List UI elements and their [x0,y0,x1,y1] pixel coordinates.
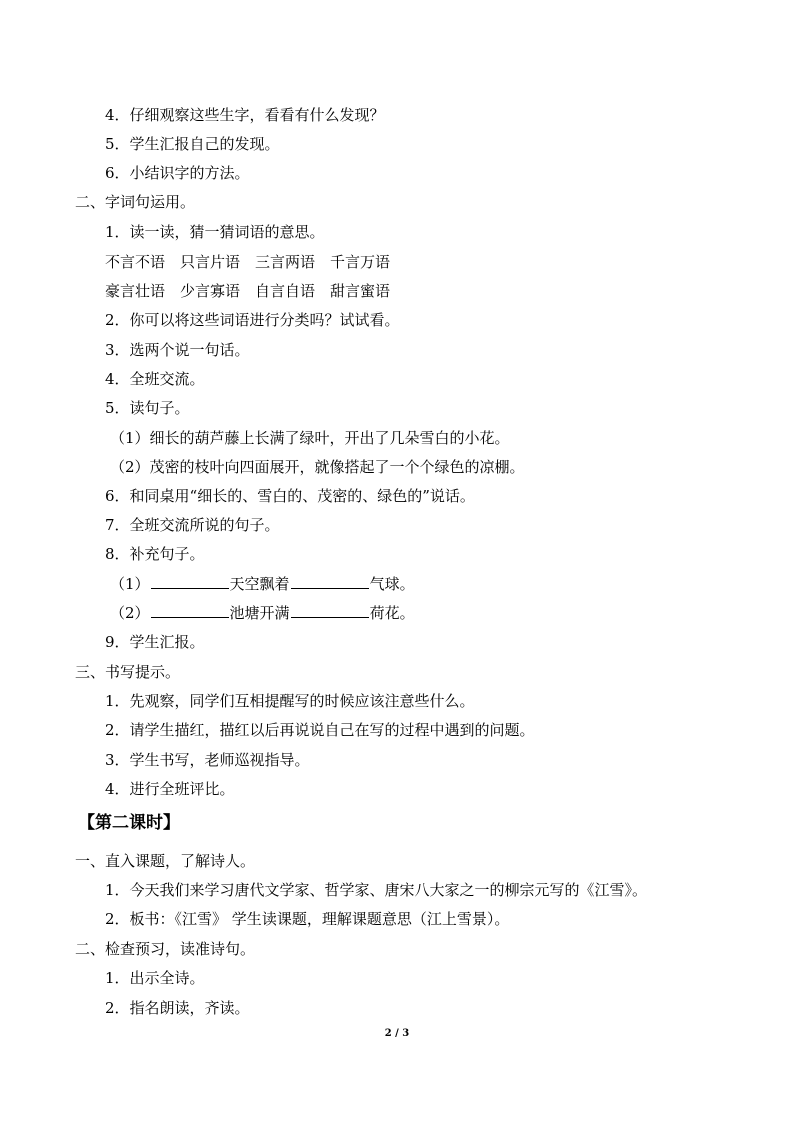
fill-blank-sentence-2 [110,603,415,623]
fill-number: （1） [110,575,150,593]
text-line: 3．学生书写，老师巡视指导。 [105,751,310,769]
fill-text: 天空飘着 [229,575,290,593]
page-number: 2 / 3 [384,1028,410,1039]
text-line: 不言不语 只言片语 三言两语 千言万语 [105,253,391,271]
fill-number: （2） [110,604,150,622]
text-line: 1．先观察，同学们互相提醒写的时候应该注意些什么。 [105,692,475,710]
blank-line [151,603,229,618]
text-line: 3．选两个说一句话。 [105,341,250,359]
text-line: 6．小结识字的方法。 [105,164,250,182]
text-line: 1．出示全诗。 [105,969,205,987]
fill-text: 池塘开满 [229,604,290,622]
blank-line [291,574,369,589]
text-line: 2．你可以将这些词语进行分类吗？试试看。 [105,311,400,329]
fill-text: 荷花。 [369,604,415,622]
heading-line: 二、检查预习，读准诗句。 [75,940,256,958]
text-line: （1）细长的葫芦藤上长满了绿叶，开出了几朵雪白的小花。 [110,429,510,447]
text-line: 2．请学生描红，描红以后再说说自己在写的过程中遇到的问题。 [105,721,535,739]
text-line: 4．进行全班评比。 [105,780,235,798]
heading-line: 二、字词句运用。 [75,193,196,211]
text-line: 7．全班交流所说的句子。 [105,516,280,534]
text-line: 4．全班交流。 [105,370,205,388]
text-line: 2．板书：《江雪》 学生读课题，理解课题意思（江上雪景）。 [105,910,510,928]
text-line: 5．读句子。 [105,399,190,417]
blank-line [291,603,369,618]
blank-line [151,574,229,589]
section-title: 【第二课时】 [78,813,180,833]
text-line: 豪言壮语 少言寡语 自言自语 甜言蜜语 [105,282,391,300]
text-line: 9．学生汇报。 [105,633,205,651]
text-line: 1．今天我们来学习唐代文学家、哲学家、唐宋八大家之一的柳宗元写的《江雪》。 [105,881,648,899]
text-line: 4．仔细观察这些生字，看看有什么发现？ [105,106,385,124]
text-line: （2）茂密的枝叶向四面展开，就像搭起了一个个绿色的凉棚。 [110,458,525,476]
heading-line: 三、书写提示。 [75,663,181,681]
text-line: 8．补充句子。 [105,545,205,563]
text-line: 5．学生汇报自己的发现。 [105,135,280,153]
fill-blank-sentence-1 [110,574,415,594]
fill-text: 气球。 [369,575,415,593]
text-line: 1．读一读，猜一猜词语的意思。 [105,223,325,241]
text-line: 6．和同桌用“细长的、雪白的、茂密的、绿色的”说话。 [105,487,475,505]
heading-line: 一、直入课题，了解诗人。 [75,852,256,870]
text-line: 2．指名朗读，齐读。 [105,999,250,1017]
